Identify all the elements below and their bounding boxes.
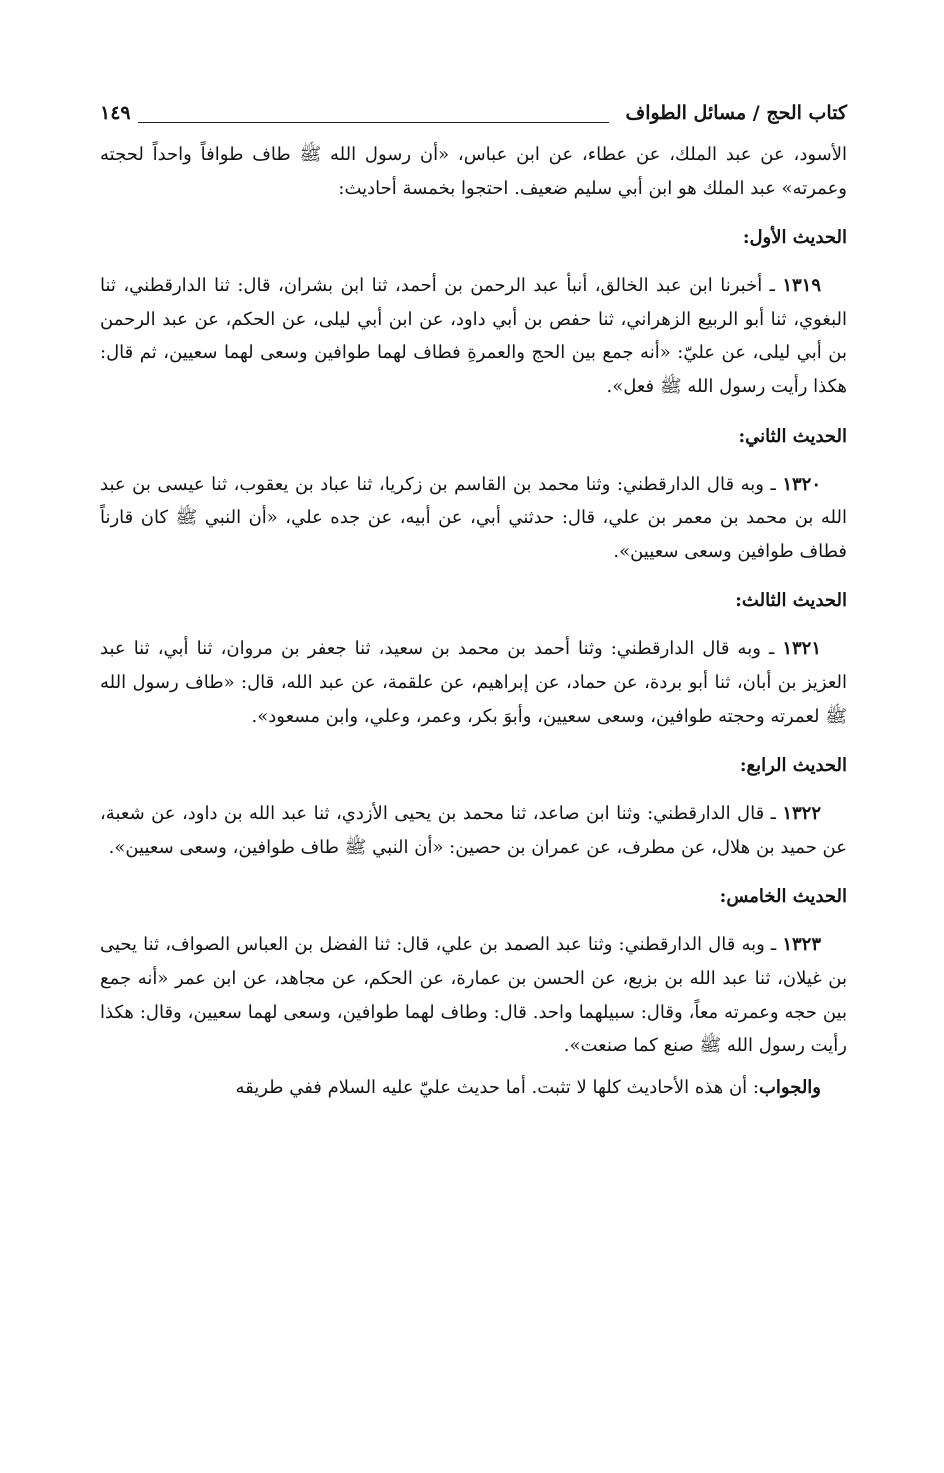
hadith-2-number: ١٣٢٠ (782, 473, 821, 495)
answer-paragraph (100, 1071, 847, 1105)
hadith-5-paragraph (100, 928, 847, 1062)
hadith-3-number: ١٣٢١ (782, 638, 821, 660)
intro-paragraph: الأسود، عن عبد الملك، عن عطاء، عن ابن عباس، «أن رسول الله ﷺ طاف طوافاً واحداً لحجته وعمرته» عبد الملك هو ابن أبي سليم ضعيف. احتجوا بخمسة أحاديث: (100, 144, 847, 199)
answer-label: والجواب (758, 1076, 821, 1098)
book-page (100, 96, 847, 1104)
hadith-2-paragraph (100, 468, 847, 569)
hadith-4-paragraph (100, 797, 847, 864)
hadith-4-heading: الحديث الرابع: (739, 755, 847, 777)
hadith-3-heading: الحديث الثالث: (735, 590, 847, 612)
hadith-1-heading: الحديث الأول: (742, 227, 847, 249)
page-number: ١٤٩ (100, 102, 131, 124)
running-head-title: كتاب الحج / مسائل الطواف (625, 102, 847, 124)
running-head-rule (138, 122, 609, 123)
hadith-1-number: ١٣١٩ (782, 275, 821, 297)
hadith-4-number: ١٣٢٢ (782, 803, 821, 825)
hadith-5-text: ـ وبه قال الدارقطني: وثنا عبد الصمد بن علي، قال: ثنا الفضل بن العباس الصواف، ثنا يحيى بن غيلان، ثنا عبد الله بن بزيع، عن الحسن بن عمارة، عن الحكم، عن مجاهد، عن ابن عمر «أنه جمع بين حجه وعمرته معاً، وقال: سبيلهما واحد. قال: وطاف لهما طوافين، وسعى لهما سعيين، وقال: هكذا رأيت رسول الله ﷺ صنع كما صنعت». (100, 934, 848, 1057)
hadith-1-paragraph (100, 269, 847, 403)
running-head (100, 96, 847, 138)
hadith-2-text: ـ وبه قال الدارقطني: وثنا محمد بن القاسم بن زكريا، ثنا عباد بن يعقوب، ثنا عيسى بن عبد الله بن محمد بن معمر بن علي، قال: حدثني أبي، عن أبيه، عن جده علي، «أن النبي ﷺ كان قارناً فطاف طوافين وسعى سعيين». (100, 473, 847, 562)
hadith-5-heading: الحديث الخامس: (719, 886, 847, 908)
hadith-3-text: ـ وبه قال الدارقطني: وثنا أحمد بن محمد بن سعيد، ثنا جعفر بن مروان، ثنا أبي، ثنا عبد العزيز بن أبان، ثنا أبو بردة، عن حماد، عن إبراهيم، عن علقمة، عن عبد الله، قال: «طاف رسول الله ﷺ لعمرته وحجته طوافين، وسعى سعيين، وأبوَ بكر، وعمر، وعلي، وابن مسعود». (100, 638, 847, 727)
hadith-1-text: ـ أخبرنا ابن عبد الخالق، أنبأ عبد الرحمن بن أحمد، ثنا ابن بشران، قال: ثنا الدارقطني، ثنا البغوي، ثنا أبو الربيع الزهراني، ثنا حفص بن أبي داود، عن ابن أبي ليلى، عن الحكم، عن عبد الرحمن بن أبي ليلى، عن عليّ: «أنه جمع بين الحج والعمرةِ فطاف لهما طوافين وسعى لهما سعيين، ثم قال: هكذا رأيت رسول الله ﷺ فعل». (100, 275, 848, 397)
hadith-5-number: ١٣٢٣ (782, 934, 821, 956)
hadith-4-text: ـ قال الدارقطني: وثنا ابن صاعد، ثنا محمد بن يحيى الأزدي، ثنا عبد الله بن داود، عن شعبة، عن حميد بن هلال، عن مطرف، عن عمران بن حصين: «أن النبي ﷺ طاف طوافين، وسعى سعيين». (100, 803, 847, 858)
hadith-3-paragraph (100, 632, 847, 733)
hadith-2-heading: الحديث الثاني: (738, 425, 847, 447)
answer-text: : أن هذه الأحاديث كلها لا تثبت. أما حديث عليّ عليه السلام ففي طريقه (235, 1076, 759, 1098)
